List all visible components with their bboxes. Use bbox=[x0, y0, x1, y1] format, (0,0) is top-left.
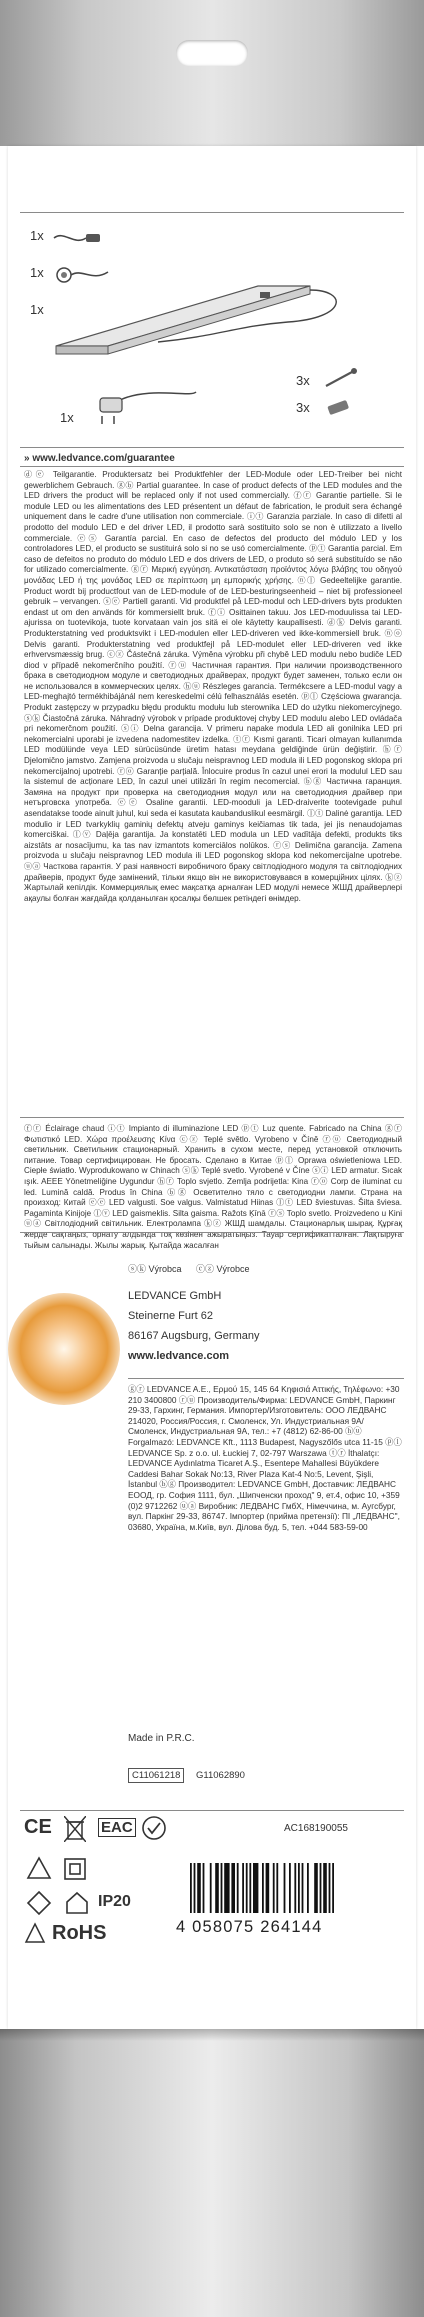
made-in-label: Made in P.R.C. bbox=[128, 1733, 195, 1744]
qty-screws: 3x bbox=[296, 373, 310, 388]
barcode-bar bbox=[307, 1863, 309, 1913]
barcode-bar bbox=[215, 1863, 219, 1913]
legal-guarantee-text: ⓓⓔ Teilgarantie. Produktersatz bei Produktfehler der LED-Module oder LED-Treiber bei nicht gewerblichem Gebrauch. ⓖⓑ Partial guarantee. In case of product defects of the LED modules and the LED drivers the product will be replaced only if not used commercially. ⓕⓡ Garantie partielle. Si le module LED ou les alimentations des LED présentent un défaut de fabrication, le produit sera échangé uniquement dans le cadre d'une utilisation non commerciale. ⓘⓣ Garanzia parziale. In caso di difetti al prodotto del modulo LED e del driver LED, il prodotto sarà sostituito solo se non è utilizzato a livello commerciale. ⓔⓢ Garantía parcial. En caso de defectos del producto del módulo LED y los controladores LED, el producto se sustituirá solo si no se usó comercialmente. ⓟⓣ Garantia parcial. Em caso de defeitos no produto do módulo LED e dos drivers de LED, o produto só será substituído se não for utilizado comercialmente. ⓖⓡ Μερική εγγύηση. Αντικατάσταση προϊόντος λόγω βλάβης του οδηγού μονάδας LED ή της μονάδας LED σε περίπτωση μη εμπορικής χρήσης. ⓝⓛ Gedeeltelijke garantie. Product wordt bij productfout van de LED-module of de LED-besturingseenheid – niet bij professioneel gebruik – vervangen. ⓢⓔ Partiell garanti. Vid produktfel på LED-modul och LED-drivers byts produkten endast ut om den används för kommersiellt bruk. ⓕⓘ Osittainen takuu. Jos LED-moduulissa tai LED-ajurissa on tuotevikoja, tuote korvataan vain jos sitä ei ole käytetty kaupallisesti. ⓓⓚ Delvis garanti. Produkterstatning ved produktsvikt i LED-modulen eller LED-driveren ved ikke-kommersiell bruk. ⓝⓞ Delvis garanti. Produkterstatning ved produktfejl på LED-modulet eller LED-driveren ved ikke erhvervsmæssig brug. ⓒⓩ Částečná záruka. Výměna výrobku při chybě LED modulu nebo budiče LED diod v případě nekomerčního použití. ⓡⓤ Частичная гарантия. При наличии производственного брака в светодиодном модуле и светодиодных драйверах, продукт будет заменен, только если он не использовался в коммерческих целях. ⓗⓤ Részleges garancia. Termékcsere a LED-modul vagy a LED-meghajtó termékhibájánál nem kereskedelmi célú felhasználás esetén. ⓟⓛ Częściowa gwarancja. Produkt zastępczy w przypadku błędu produktu modułu lub sterownika LED do użytku niekomercyjnego. ⓢⓚ Čiastočná záruka. Náhradný výrobok v prípade produktovej chyby LED modulu alebo LED ovládača pri nekomerčnom použití. ⓢⓘ Delna garancija. V primeru napake modula LED ali gonilnika LED pri nekomercialni uporabi je izvedena nadomestitev izdelka. ⓣⓡ Kısmi garanti. Ticari olmayan kullanımda LED modülünde veya LED sürücüsünde üretim hatası meydana geldiğinde ürün değiştirir. ⓗⓡ Djelomično jamstvo. Zamjena proizvoda u slučaju neispravnog LED modula ili LED pogonskog sklopa pri nekomercijalnoj upotrebi. ⓡⓞ Garanție parțială. Înlocuire produs în cazul unei erori la modulul LED sau la sistemul de acționare LED, în cazul unei utilizări în regim necomercial. ⓑⓖ Частична гаранция. Замяна на продукт при проверка на светодиодния модул или на светодиодния драйвер при нетърговска употреба. ⓔⓔ Osaline garantii. LED-mooduli ja LED-draiverite tootevigade puhul asendatakse toode ainult juhul, kui seda ei kasutata kaubanduslikul eesmärgil. ⓛⓣ Dalinė garantija. LED modulio ir LED tvarkyklių gaminių defektų atveju gaminys keičiamas tik tada, jei jis nenaudojamas komerciškai. ⓛⓥ Daļēja garantija. Ja konstatēti LED modula un LED vadītāja defekti, produkts tiks aizstāts ar nosacījumu, ka tas nav izmantots komerciālos nolūkos. ⓡⓢ Delimična garancija. Zamena proizvoda u slučaju neispravnog LED modula ili LED pogonskog sklopa kod nekomercijalne upotrebe. ⓤⓐ Часткова гарантія. У разі наявності виробничого браку світлодіодного модуля та світлодіодних драйверів, продукт буде замінений, тільки якщо він не використовувався в комерційних цілях. ⓚⓩ Жартылай кепілдік. Коммерциялық емес мақсатқа арналған LED модулі немесе ЖШД драйверлері ақаулы болған жағдайда қолданылған қосалқы бөлшек ретіндегі өнімдер. bbox=[24, 470, 402, 903]
barcode-bar bbox=[320, 1863, 322, 1913]
barcode-bar bbox=[332, 1863, 334, 1913]
barcode-bar bbox=[289, 1863, 291, 1913]
barcode-bar bbox=[302, 1863, 304, 1913]
divider-marks bbox=[20, 1810, 404, 1811]
qty-luminaire: 1x bbox=[30, 302, 44, 317]
qty-cable-small: 1x bbox=[30, 228, 44, 243]
barcode-bar bbox=[242, 1863, 244, 1913]
divider-top bbox=[20, 212, 404, 213]
barcode-digits: 4 058075 264144 bbox=[176, 1918, 323, 1936]
ac-code: AC168190055 bbox=[284, 1823, 348, 1834]
barcode-bar bbox=[203, 1863, 205, 1913]
barcode-bar bbox=[314, 1863, 318, 1913]
indoor-use-icon bbox=[64, 1890, 90, 1921]
ip-rating: IP20 bbox=[98, 1893, 131, 1910]
manufacturer-street: Steinerne Furt 62 bbox=[128, 1310, 213, 1322]
qty-plug: 1x bbox=[60, 410, 74, 425]
warm-light-glow bbox=[8, 1293, 120, 1405]
divider-legal bbox=[20, 466, 404, 467]
barcode-bar bbox=[231, 1863, 235, 1913]
weee-bin-icon bbox=[64, 1816, 86, 1847]
class-iii-icon bbox=[26, 1890, 52, 1921]
eac-mark: EAC bbox=[98, 1818, 136, 1837]
clip-icon bbox=[322, 395, 362, 419]
bottom-product-window bbox=[0, 2029, 424, 2317]
divider-importers bbox=[128, 1378, 404, 1379]
guarantee-link[interactable]: » www.ledvance.com/guarantee bbox=[24, 453, 175, 464]
screw-icon bbox=[322, 368, 362, 392]
top-hanger-area bbox=[0, 0, 424, 146]
barcode-bar bbox=[190, 1863, 192, 1913]
bottom-shade bbox=[0, 2029, 424, 2041]
manufacturer-city: 86167 Augsburg, Germany bbox=[128, 1330, 260, 1342]
barcode-bar bbox=[210, 1863, 212, 1913]
barcode-bar bbox=[294, 1863, 296, 1913]
ean-barcode bbox=[190, 1863, 400, 1913]
barcode-bar bbox=[284, 1863, 286, 1913]
qty-clips: 3x bbox=[296, 400, 310, 415]
divider-manufacturer bbox=[20, 1232, 404, 1233]
barcode-bar bbox=[224, 1863, 229, 1913]
rohs-mark: RoHS bbox=[52, 1922, 107, 1944]
divider-recycling bbox=[20, 1117, 404, 1118]
manufacturer-web[interactable]: www.ledvance.com bbox=[128, 1350, 230, 1362]
barcode-bar bbox=[249, 1863, 251, 1913]
barcode-bar bbox=[266, 1863, 270, 1913]
barcode-bar bbox=[262, 1863, 264, 1913]
barcode-bar bbox=[273, 1863, 275, 1913]
barcode-bar bbox=[197, 1863, 201, 1913]
recycle-triangle-icon bbox=[26, 1856, 52, 1885]
package-back-card bbox=[8, 146, 416, 2029]
code-plain: G11062890 bbox=[196, 1770, 245, 1781]
code-boxed: C11061218 bbox=[128, 1768, 184, 1783]
plug-cable-icon bbox=[80, 388, 200, 432]
barcode-bar bbox=[194, 1863, 196, 1913]
ce-mark: CE bbox=[24, 1816, 52, 1838]
barcode-bar bbox=[298, 1863, 300, 1913]
barcode-bar bbox=[323, 1863, 327, 1913]
luminaire-bar-icon bbox=[48, 256, 388, 366]
barcode-bar bbox=[237, 1863, 239, 1913]
barcode-bar bbox=[253, 1863, 258, 1913]
class-ii-icon bbox=[62, 1856, 88, 1887]
divider-guarantee bbox=[20, 447, 404, 448]
uk-ca-cert-icon bbox=[140, 1814, 168, 1847]
barcode-bar bbox=[246, 1863, 248, 1913]
barcode-bar bbox=[329, 1863, 331, 1913]
manufacturer-name: LEDVANCE GmbH bbox=[128, 1290, 222, 1302]
legal-product-text: ⓕⓡ Éclairage chaud ⓘⓣ Impianto di illuminazione LED ⓟⓣ Luz quente. Fabricado na China ⓖⓡ Φωτιστικό LED. Χώρα προέλευσης Κίνα ⓒⓩ Teplé světlo. Vyrobeno v Číně ⓡⓤ Светодиодный светильник. Светильник стационарный. Хранить в сухом месте, перед установкой отключить питание. Товар сертифицирован. Не бросать. Сделано в Китае ⓟⓛ Oprawa oświetleniowa LED. Ciepłe światło. Wyprodukowano w Chinach ⓢⓚ Teplé svetlo. Vyrobené v Číne ⓢⓘ LED armatur. Sıcak ışık. AEEE Yönetmeliğine Uygundur ⓗⓡ Toplo svjetlo. Zemlja podrijetla: Kina ⓡⓞ Corp de iluminat cu led. Lumină caldă. Produs în China ⓑⓖ Осветително тяло с светодиодни лампи. Страна на произход: Китай ⓔⓔ LED valgusti. Soe valgus. Valmistatud Hiinas ⓛⓣ LED šviestuvas. Šilta šviesa. Pagaminta Kinijoje ⓛⓥ LED gaismeklis. Silta gaisma. Ražots Ķīnā ⓡⓢ Toplo svetlo. Proizvedeno u Kini ⓤⓐ Світлодіодний світильник. Електролампа ⓚⓩ ЖШД шамдалы. Стационарлық шырақ. Құрғақ жерде сақтаңыз, орнату алдында тоқ көзінен ажыратыңыз. Тауар сертификатталған. Лақтыруға тыйым салынады. Жылы жарық. Қытайда жасалған bbox=[24, 1124, 402, 1250]
importers-text: ⓖⓡ LEDVANCE A.E., Ερμού 15, 145 64 Κηφισιά Αττικής, Τηλέφωνο: +30 210 3400800 ⓡⓤ Производитель/Фирма: LEDVANCE GmbH, Паркинг 29-33, Гархинг, Германия. Импортер/Изготовитель: ООО ЛЕДВАНС 214020, Россия/Россия, г. Смоленск, Ул. Индустриальная 9А/Смоленск, Индустриальная 9А, тел.: +7 (4812) 62-86-00 ⓗⓤ Forgalmazó: LEDVANCE Kft., 1113 Budapest, Nagyszőlős utca 11-15 ⓟⓛ LEDVANCE Sp. z o.o. ul. Łuckiej 7, 02-797 Warszawa ⓣⓡ İthalatçı: LEDVANCE Aydınlatma Ticaret A.Ş., Esentepe Mahallesi Büyükdere Caddesi Bahar Sokak No:13, River Plaza Kat-4 No:5, Levent, Şişli, İstanbul ⓑⓖ Производител: LEDVANCE GmbH, Доставчик: ЛЕДВАНС ЕООД, гр. София 1111, бул. „Шипченски проход" 9, ет.4, офис 10, +359 (0)2 9712262 ⓤⓐ Виробник: ЛЕДВАНС ГмбХ, Німеччина, м. Аугсбург, вул. Паркінг 29-33, 86747. Імпортер (прийма претензії): ПІ „ЛЕДВАНС", 03680, Україна, м.Київ, вул. Ділова буд. 5, тел. +044 583-59-00 bbox=[128, 1384, 402, 1532]
barcode-bar bbox=[221, 1863, 223, 1913]
euro-hang-hole bbox=[176, 40, 248, 66]
cz-manufacturer-label: ⓒⓩ Výrobce bbox=[196, 1264, 250, 1274]
sk-manufacturer-label: ⓢⓚ Výrobca bbox=[128, 1264, 182, 1274]
qty-sensor: 1x bbox=[30, 265, 44, 280]
barcode-bar bbox=[276, 1863, 278, 1913]
no-use-outdoors-icon bbox=[24, 1922, 46, 1949]
connector-cable-icon bbox=[52, 226, 112, 250]
